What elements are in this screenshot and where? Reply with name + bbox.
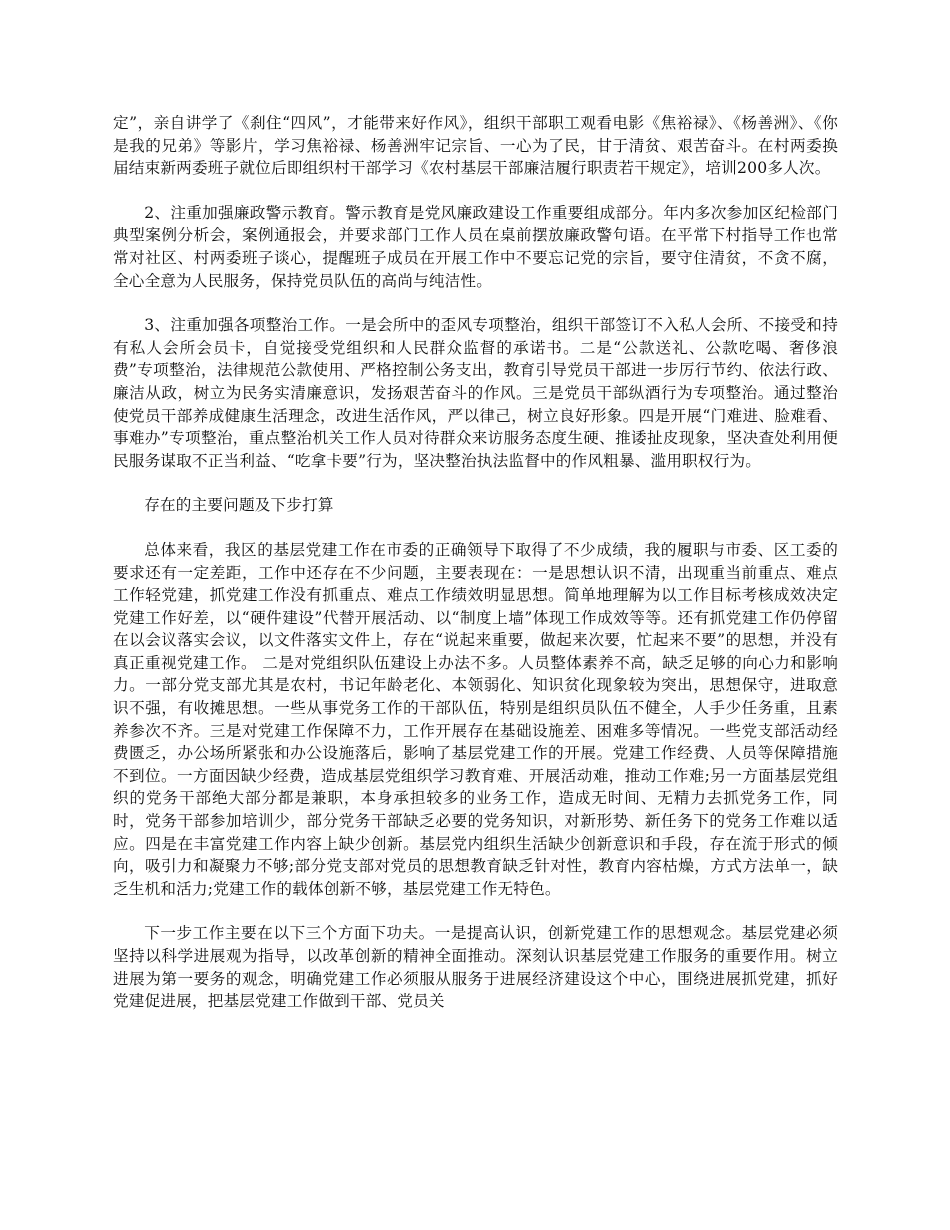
section-heading: 存在的主要问题及下步打算 [144,496,334,515]
paragraph-rectification-work: 3、注重加强各项整治工作。一是会所中的歪风专项整治，组织干部签订不入私人会所、不接受和持有私人会所会员卡，自觉接受党组织和人民群众监督的承诺书。二是“公款送礼、公款吃喝、奢侈浪费”专项整治，法律规范公款使用、严格控制公务支出，教育引导党员干部进一步厉行节约、依法行政、廉洁从政，树立为民务实清廉意识，发扬艰苦奋斗的作风。三是党员干部纵酒行为专项整治。通过整治使党员干部养成健康生活理念，改进生活作风，严以律己，树立良好形象。四是开展“门难进、脸难看、事难办”专项整治，重点整治机关工作人员对待群众来访服务态度生硬、推诿扯皮现象，坚决查处利用便民服务谋取不正当利益、“吃拿卡要”行为，坚决整治执法监督中的作风粗暴、滥用职权行为。 [113,316,838,470]
document-page [113,112,838,1035]
paragraph-next-steps: 下一步工作主要在以下三个方面下功夫。一是提高认识，创新党建工作的思想观念。基层党建必须坚持以科学进展观为指导，以改革创新的精神全面推动。深刻认识基层党建工作服务的重要作用。树立进展为第一要务的观念，明确党建工作必须服从服务于进展经济建设这个中心，围绕进展抓党建，抓好党建促进展，把基层党建工作做到干部、党员关 [113,924,838,1011]
paragraph-continuation: 定”，亲自讲学了《刹住“四风”，才能带来好作风》，组织干部职工观看电影《焦裕禄》、《杨善洲》、《你是我的兄弟》等影片，学习焦裕禄、杨善洲牢记宗旨、一心为了民，甘于清贫、艰苦奋斗。在村两委换届结束新两委班子就位后即组织村干部学习《农村基层干部廉洁履行职责若干规定》，培训200多人次。 [113,114,838,178]
paragraph-warning-education: 2、注重加强廉政警示教育。警示教育是党风廉政建设工作重要组成部分。年内多次参加区纪检部门典型案例分析会，案例通报会，并要求部门工作人员在桌前摆放廉政警句语。在平常下村指导工作也常常对社区、村两委班子谈心，提醒班子成员在开展工作中不要忘记党的宗旨，要守住清贫，不贪不腐，全心全意为人民服务，保持党员队伍的高尚与纯洁性。 [113,203,838,290]
paragraph-main-problems: 总体来看，我区的基层党建工作在市委的正确领导下取得了不少成绩，我的履职与市委、区工委的要求还有一定差距，工作中还存在不少问题，主要表现在：一是思想认识不清，出现重当前重点、难点工作轻党建，抓党建工作没有抓重点、难点工作绩效明显思想。简单地理解为以工作目标考核成效决定党建工作好差，以“硬件建设”代替开展活动、以“制度上墙”体现工作成效等等。还有抓党建工作仍停留在以会议落实会议，以文件落实文件上，存在“说起来重要，做起来次要，忙起来不要”的思想，并没有真正重视党建工作。 二是对党组织队伍建设上办法不多。人员整体素养不高，缺乏足够的向心力和影响力。一部分党支部尤其是农村，书记年龄老化、本领弱化、知识贫化现象较为突出，思想保守，进取意识不强，有收摊思想。一些从事党务工作的干部队伍，特别是组织员队伍不健全，人手少任务重，且素养参次不齐。三是对党建工作保障不力，工作开展存在基础设施差、困难多等情况。一些党支部活动经费匮乏，办公场所紧张和办公设施落后，影响了基层党建工作的开展。党建工作经费、人员等保障措施不到位。一方面因缺少经费，造成基层党组织学习教育难、开展活动难，推动工作难;另一方面基层党组织的党务干部绝大部分都是兼职，本身承担较多的业务工作，造成无时间、无精力去抓党务工作，同时，党务干部参加培训少，部分党务干部缺乏必要的党务知识，对新形势、新任务下的党务工作难以适应。四是在丰富党建工作内容上缺少创新。基层党内组织生活缺少创新意识和手段，存在流于形式的倾向，吸引力和凝聚力不够;部分党支部对党员的思想教育缺乏针对性，教育内容枯燥，方式方法单一，缺乏生机和活力;党建工作的载体创新不够，基层党建工作无特色。 [113,540,838,898]
